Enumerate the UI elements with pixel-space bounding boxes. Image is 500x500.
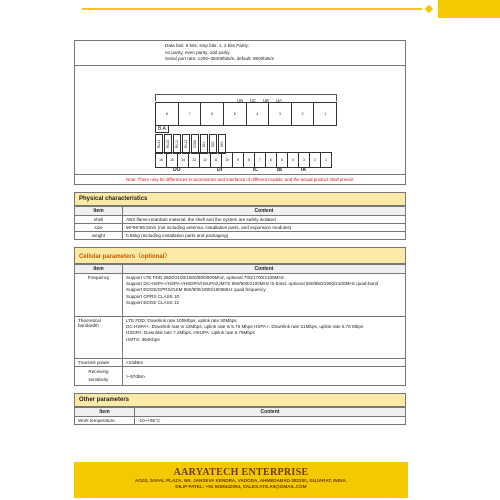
row-item: shell: [75, 215, 123, 223]
dip-connector: [155, 102, 337, 126]
row-content: 0.55kg (Including installation parts and packaging): [123, 231, 406, 239]
table-row: [75, 417, 406, 425]
document-body: [74, 40, 406, 425]
terminal: 16: [156, 153, 167, 167]
company-footer: [74, 462, 408, 498]
dip-pin: 2: [292, 103, 315, 125]
col-header-item: Item: [75, 408, 135, 417]
terminal: 13: [189, 153, 200, 167]
dip-pin: 4: [247, 103, 270, 125]
dip-pin: 5: [224, 103, 247, 125]
relay-label: DI1: [200, 134, 208, 154]
relay-labels: [155, 134, 226, 154]
dip-pin: 8: [156, 103, 179, 125]
frequency-line: Support LTE FDD 2600/2100/1800/900/800MHz, optional 700/1700/2100MHz: [126, 274, 284, 280]
terminal: 10: [222, 153, 233, 167]
cellular-section-title: Cellular parameters（optional）: [74, 247, 406, 264]
table-row: [75, 316, 406, 359]
relay-label: RL21: [155, 134, 163, 154]
label-uc: UC: [250, 97, 257, 103]
label-ub: UB: [263, 97, 269, 103]
relay-label: COM: [191, 134, 199, 154]
receiving-label: Receiving sensitivity: [75, 367, 123, 386]
serial-line-2: no parity, even parity, odd parity: [165, 49, 230, 55]
frequency-line: Support EDGE CLASS 12: [126, 300, 180, 306]
row-content: ABS flame-retardant material, the shell and the system are safely isolated: [123, 215, 406, 223]
row-content: 96*96*65.5mm (not including antenna, installation parts, and expansion modules): [123, 223, 406, 231]
relay-label: DI2: [209, 134, 217, 154]
ba-label: B A: [155, 125, 169, 133]
bandwidth-line: LTE FDD: Downlink rate 100Mbps, uplink rate 50Mbps: [126, 317, 237, 323]
terminal: 2: [310, 153, 321, 167]
frequency-label: Frequency: [75, 273, 123, 316]
wiring-diagram: [74, 65, 406, 175]
label-un: UN: [237, 97, 244, 103]
frequency-line: Support EDGE/GPRS/GSM 850/900/1800/1900MHz quad frequency: [126, 287, 266, 293]
relay-label: RL12: [182, 134, 190, 154]
table-row: [75, 231, 406, 239]
company-name: AARYATECH ENTERPRISE: [173, 467, 309, 478]
table-row: [75, 215, 406, 223]
bandwidth-line: DC-HSPA+: Downlink rate is 42Mbps, uplink rate is 5.76 Mbps HSPA+: Downlink rate 21Mbps, uplink rate 5.76 Mbps: [126, 323, 364, 329]
terminal: 12: [200, 153, 211, 167]
terminal: 1: [325, 157, 327, 162]
cellular-table: [74, 264, 406, 387]
frequency-line: Support GPRS CLASS 10: [126, 293, 180, 299]
disclaimer-note: Note: There may be differences in accessories and interfaces of different models, and the actual product shall prevail.: [74, 175, 406, 185]
serial-line-3: Serial port rate: 1200~38400bits/s, default: 9600bits/s: [165, 56, 274, 61]
dip-pin: 1: [324, 111, 327, 116]
col-header-item: Item: [75, 264, 123, 273]
serial-line-1: Data bits: 8 bits; stop bits: 1, 2 bits Parity:: [165, 43, 250, 48]
company-address: A/103, SAFAL PLAZA, NR. JANSEVA KENDRA, VADODA, AHMEDABAD-382330, GUJARAT, INDIA.: [135, 478, 347, 483]
col-header-content: Content: [123, 206, 406, 215]
other-table: [74, 407, 406, 425]
other-section-title: Other parameters: [74, 393, 406, 407]
terminal: 8: [244, 153, 255, 167]
terminal: 3: [299, 153, 310, 167]
table-row: [75, 359, 406, 367]
col-header-content: Content: [123, 264, 406, 273]
terminal: 7: [255, 153, 266, 167]
terminal: 9: [233, 153, 244, 167]
terminal: 14: [178, 153, 189, 167]
serial-spec: [74, 40, 406, 65]
group-ib: IB: [277, 166, 282, 173]
terminal: 6: [266, 153, 277, 167]
terminal: 15: [167, 153, 178, 167]
header-diamond: [425, 5, 433, 13]
work-temp-value: -10~+55°C: [135, 417, 406, 425]
terminal-block: [155, 152, 332, 168]
bandwidth-line: HSDPA: Downlink rate 7.2Mbps, HSUPA: Uplink rate 5.76Mbps: [126, 330, 255, 336]
physical-section-title: Physical characteristics: [74, 192, 406, 206]
dip-pin: 6: [201, 103, 224, 125]
terminal: 5: [277, 153, 288, 167]
group-ic: IC: [253, 166, 258, 173]
table-row: [75, 273, 406, 316]
group-ia: IA: [301, 166, 306, 173]
frequency-line: Support DC-HSPA+/HSPA+/HSDPA/HSUPA/UMTS 850/900/2100MHz tri-band, optional 800/850/1900/2100MHz quad-band: [126, 280, 379, 286]
relay-label: RL11: [173, 134, 181, 154]
relay-label: DI3: [218, 134, 226, 154]
row-item: weight: [75, 231, 123, 239]
col-header-item: Item: [75, 206, 123, 215]
col-header-content: Content: [135, 408, 406, 417]
group-do: DO: [173, 166, 181, 173]
table-row: [75, 367, 406, 386]
group-di: DI: [217, 166, 222, 173]
work-temp-label: Work temperature: [75, 417, 135, 425]
transmit-label: Transmit power: [75, 359, 123, 367]
table-row: [75, 223, 406, 231]
terminal: 11: [211, 153, 222, 167]
bandwidth-line: UMTS: 384Kbps: [126, 336, 160, 342]
transmit-value: <23dBm: [123, 359, 406, 367]
physical-table: [74, 206, 406, 240]
relay-label: RL22: [164, 134, 172, 154]
bandwidth-content: [123, 316, 406, 359]
dip-pin: 3: [269, 103, 292, 125]
label-ua: UA: [276, 97, 282, 103]
row-item: size: [75, 223, 123, 231]
frequency-content: [123, 273, 406, 316]
company-contact: DILIP PATEL: +91 9408442094, SALES.ATE.A9@GMAIL.COM: [175, 484, 307, 489]
receiving-value: >-97dBm: [123, 367, 406, 386]
terminal: 4: [288, 153, 299, 167]
header-tab: [438, 0, 500, 18]
dip-bracket: [155, 94, 337, 101]
header-stripe: [82, 8, 422, 10]
header-decoration: [0, 0, 500, 18]
bandwidth-label: Theoretical bandwidth: [75, 316, 123, 359]
dip-pin: 7: [179, 103, 202, 125]
